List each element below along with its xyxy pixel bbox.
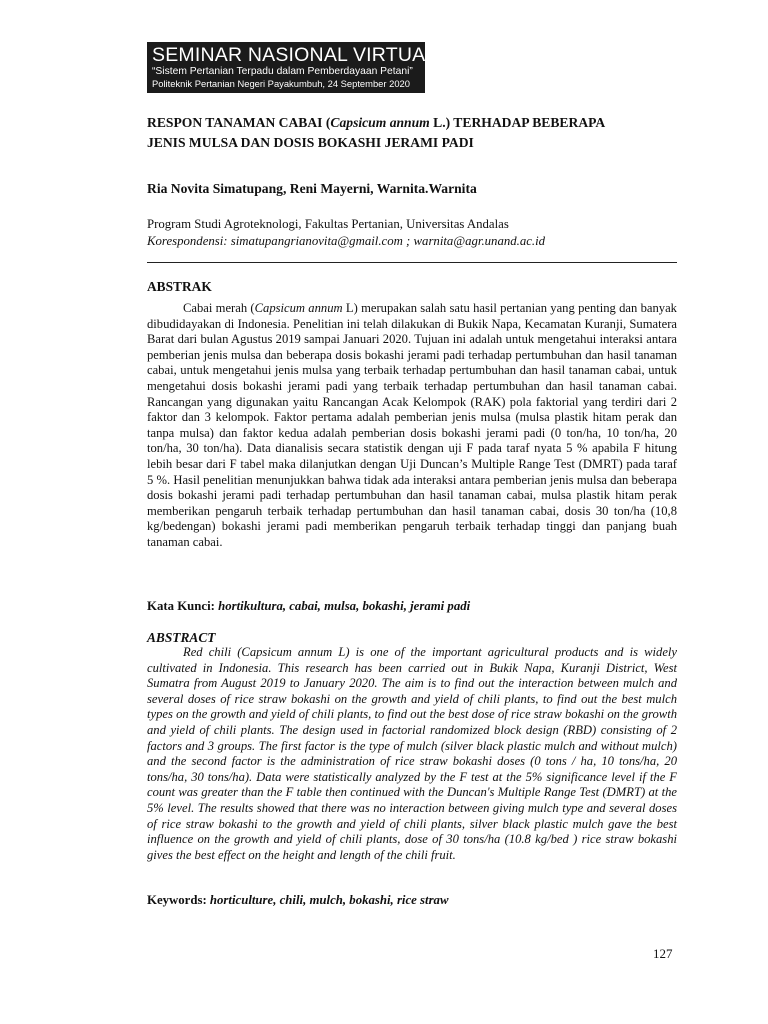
kata-kunci-values: hortikultura, cabai, mulsa, bokashi, jerami padi <box>218 599 471 613</box>
page-number: 127 <box>653 946 673 961</box>
title-text-a: RESPON TANAMAN CABAI ( <box>147 115 331 130</box>
seminar-institution-date: Politeknik Pertanian Negeri Payakumbuh, 24 September 2020 <box>152 78 410 89</box>
seminar-theme: “Sistem Pertanian Terpadu dalam Pemberdayaan Petani” <box>152 66 413 77</box>
author-affiliation-block <box>147 216 545 250</box>
paper-title <box>147 113 687 153</box>
keywords-values: horticulture, chili, mulch, bokashi, rice straw <box>209 893 449 907</box>
header-divider <box>147 262 677 263</box>
keywords-label: Keywords: <box>147 893 210 907</box>
abstrak-heading: ABSTRAK <box>147 279 212 294</box>
abstrak-body <box>147 301 677 551</box>
affiliation: Program Studi Agroteknologi, Fakultas Pertanian, Universitas Andalas <box>147 217 509 231</box>
paper-title-line1 <box>147 113 687 133</box>
title-text-b: L.) TERHADAP BEBERAPA <box>429 115 606 130</box>
title-species: Capsicum annum <box>330 115 430 130</box>
keywords <box>147 893 448 908</box>
abstrak-species: Capsicum annum <box>254 301 343 315</box>
abstract-body <box>147 645 677 863</box>
kata-kunci <box>147 599 470 614</box>
seminar-title: SEMINAR NASIONAL VIRTUAL <box>152 44 437 66</box>
correspondence: Korespondensi: simatupangrianovita@gmail.com ; warnita@agr.unand.ac.id <box>147 234 546 248</box>
paper-authors: Ria Novita Simatupang, Reni Mayerni, Warnita.Warnita <box>147 181 477 196</box>
abstract-text: Red chili (Capsicum annum L) is one of the important agricultural products and is widely cultivated in Indonesia. This research has been carried out in Bukik Napa, Kuranji District, West Sumatra from August 2019 to January 2020. The aim is to find out the interaction between mulch and several doses of rice straw bokashi on the growth and yield of chili plants, to find out the best mulch types on the growth and yield of chili plants, to find out the best dose of rice straw bokashi on the growth and yield of chili plants. The design used in factorial randomized block design (RBD) consisting of 2 factors and 3 groups. The first factor is the type of mulch (silver black plastic mulch and without mulch) and the second factor is the administration of rice straw bokashi doses (0 tons / ha, 10 tons/ha, 20 tons/ha, 30 tons/ha). Data were statistically analyzed by the F test at the 5% significance level if the F count was greater than the F table then continued with the Duncan's Multiple Range Test (DMRT) at the 5% level. The results showed that there was no interaction between giving mulch type and several doses of rice straw bokashi to the growth and yield of chili plants, silver black plastic mulch gave the best influence on the growth and yield of chili plants, dose of 30 tons/ha (10.8 kg/bed ) rice straw bokashi gives the best effect on the height and length of the chili fruit. <box>147 645 677 862</box>
abstract-heading: ABSTRACT <box>147 630 216 645</box>
kata-kunci-label: Kata Kunci: <box>147 599 219 613</box>
abstrak-text-a: Cabai merah ( <box>183 301 255 315</box>
seminar-banner <box>147 42 437 93</box>
abstrak-text-b: L) merupakan salah satu hasil pertanian yang penting dan banyak dibudidayakan di Indonesia. Penelitian ini telah dilakukan di Bukik Napa, Kecamatan Kuranji, Sumatera Barat dari bulan Agustus 2019 sampai Januari 2020. Tujuan ini adalah untuk mengetahui interaksi antara pemberian jenis mulsa dan beberapa dosis bokashi jerami padi terhadap pertumbuhan dan hasil tanaman cabai, untuk mengetahui jenis mulsa yang terbaik terhadap pertumbuhan dan hasil tanaman cabai, untuk mengetahui dosis bokashi jerami padi yang terbaik terhadap pertumbuhan dan hasil tanaman cabai. Rancangan yang digunakan yaitu Rancangan Acak Kelompok (RAK) pola faktorial yang terdiri dari 2 faktor dan 3 kelompok. Faktor pertama adalah pemberian jenis mulsa (mulsa plastik hitam perak dan tanpa mulsa) dan faktor kedua adalah pemberian dosis bokashi jerami padi (0 ton/ha, 10 ton/ha, 20 ton/ha, 30 ton/ha). Data dianalisis secara statistik dengan uji F pada taraf nyata 5 % apabila F hitung lebih besar dari F tabel maka dilanjutkan dengan Uji Duncan’s Multiple Range Test (DMRT) pada taraf 5 %. Hasil penelitian menunjukkan bahwa tidak ada interaksi antara pemberian jenis mulsa dan beberapa dosis bokashi jerami padi terhadap pertumbuhan dan hasil tanaman cabai, mulsa plastik hitam perak memberikan pengaruh terbaik terhadap pertumbuhan dan hasil tanaman cabai, dosis 30 ton/ha (10,8 kg/bedengan) bokashi jerami padi memberikan pengaruh terbaik terhadap tinggi dan panjang buah tanaman cabai. <box>147 301 677 549</box>
paper-title-line2: JENIS MULSA DAN DOSIS BOKASHI JERAMI PADI <box>147 135 474 150</box>
